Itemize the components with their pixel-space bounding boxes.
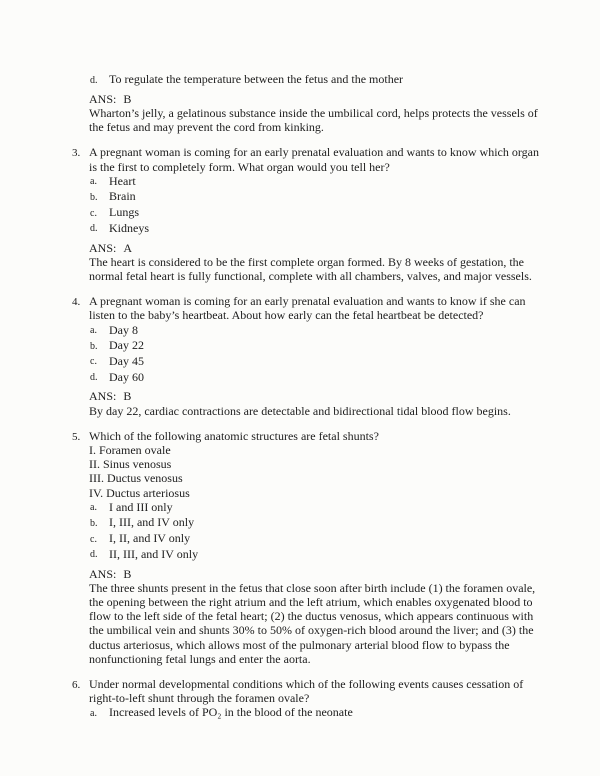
question-number: 6. bbox=[72, 679, 81, 692]
option-text: I and III only bbox=[109, 499, 173, 514]
option-row bbox=[90, 221, 545, 237]
option-text: I, III, and IV only bbox=[109, 515, 195, 530]
option-row bbox=[90, 531, 545, 547]
question-row bbox=[72, 294, 545, 418]
option-letter: d. bbox=[90, 223, 98, 235]
answer-block bbox=[89, 389, 545, 417]
question-body bbox=[89, 294, 545, 418]
option-text: Brain bbox=[109, 189, 136, 204]
answer-label: ANS: bbox=[89, 389, 117, 404]
option-row bbox=[90, 205, 545, 221]
option-row bbox=[90, 174, 545, 190]
option-row bbox=[90, 500, 545, 516]
option-row bbox=[90, 323, 545, 339]
question-number: 4. bbox=[72, 296, 81, 309]
option-letter: c. bbox=[90, 356, 97, 368]
option-letter: c. bbox=[90, 533, 97, 545]
question-row bbox=[72, 145, 545, 283]
question-body bbox=[89, 429, 545, 666]
option-text: II, III, and IV only bbox=[109, 546, 199, 561]
question-number: 3. bbox=[72, 147, 81, 160]
option-letter: a. bbox=[90, 707, 97, 719]
answer-block bbox=[89, 92, 545, 135]
option-letter: d. bbox=[90, 549, 98, 561]
question-stem: A pregnant woman is coming for an early prenatal evaluation and wants to know if she can listen to the baby’s heartbeat. About how early can the fetal heartbeat be detected? bbox=[89, 294, 526, 323]
option-letter: b. bbox=[90, 517, 98, 529]
rationale-text: Wharton’s jelly, a gelatinous substance inside the umbilical cord, helps protects the vessels of the fetus and may prevent the cord from kinking. bbox=[89, 105, 538, 135]
roman-item: III. Ductus venosus bbox=[89, 471, 183, 486]
option-row bbox=[90, 547, 545, 563]
option-row bbox=[90, 338, 545, 354]
option-text: Day 8 bbox=[109, 322, 138, 337]
rationale-text: The three shunts present in the fetus that close soon after birth include (1) the foramen ovale, the opening between the right atrium and the left atrium, which enables oxygenated blood to flow to the left side of the fetal heart; (2) the ductus venosus, which appears continuous with the umbilical vein and shunts 30% to 50% of oxygen-rich blood around the liver; and (3) the ductus arteriosus, which allows most of the pulmonary arterial blood flow to bypass the nonfunctioning fetal lungs and enter the aorta. bbox=[89, 580, 536, 666]
roman-item: I. Foramen ovale bbox=[89, 442, 171, 457]
question-row bbox=[72, 677, 545, 721]
question-body bbox=[89, 72, 545, 134]
rationale-text: By day 22, cardiac contractions are detectable and bidirectional tidal blood flow begins. bbox=[89, 403, 511, 418]
option-row bbox=[90, 705, 545, 721]
option-text: I, II, and IV only bbox=[109, 531, 191, 546]
question-4 bbox=[72, 294, 545, 418]
option-text: Lungs bbox=[109, 205, 139, 220]
answer-label: ANS: bbox=[89, 566, 117, 581]
option-letter: d. bbox=[90, 74, 98, 86]
option-text: Day 22 bbox=[109, 338, 144, 353]
option-letter: d. bbox=[90, 372, 98, 384]
answer-value: A bbox=[123, 240, 133, 255]
answer-line bbox=[89, 241, 545, 255]
option-row bbox=[90, 354, 545, 370]
question-3 bbox=[72, 145, 545, 283]
answer-line bbox=[89, 389, 545, 403]
option-row bbox=[90, 370, 545, 386]
answer-line bbox=[89, 92, 545, 106]
option-text: To regulate the temperature between the fetus and the mother bbox=[109, 72, 404, 86]
answer-block bbox=[89, 567, 545, 666]
option-letter: b. bbox=[90, 340, 98, 352]
question-stem: A pregnant woman is coming for an early prenatal evaluation and wants to know which organ is the first to completely form. What organ would you tell her? bbox=[89, 145, 539, 174]
roman-item: II. Sinus venosus bbox=[89, 457, 172, 472]
option-row bbox=[90, 189, 545, 205]
rationale-text: The heart is considered to be the first complete organ formed. By 8 weeks of gestation, the normal fetal heart is fully functional, complete with all chambers, valves, and major vessels. bbox=[89, 254, 532, 283]
answer-label: ANS: bbox=[89, 91, 117, 106]
answer-label: ANS: bbox=[89, 240, 117, 255]
question-continuation bbox=[72, 72, 545, 134]
answer-value: B bbox=[123, 389, 132, 404]
option-letter: a. bbox=[90, 325, 97, 337]
question-number: 5. bbox=[72, 430, 81, 443]
question-6 bbox=[72, 677, 545, 721]
page-content bbox=[72, 72, 545, 721]
question-stem: Under normal developmental conditions which of the following events causes cessation of right-to-left shunt through the foramen ovale? bbox=[89, 677, 524, 706]
option-row bbox=[90, 72, 545, 88]
option-row bbox=[90, 515, 545, 531]
option-text: Day 45 bbox=[109, 353, 144, 368]
question-body bbox=[89, 677, 545, 721]
option-letter: b. bbox=[90, 191, 98, 203]
option-text: Day 60 bbox=[109, 369, 144, 384]
answer-block bbox=[89, 241, 545, 284]
answer-value: B bbox=[123, 91, 132, 106]
answer-value: B bbox=[123, 566, 132, 581]
option-text: Heart bbox=[109, 173, 136, 188]
question-stem: Which of the following anatomic structures are fetal shunts? bbox=[89, 428, 379, 443]
question-5 bbox=[72, 429, 545, 666]
question-row bbox=[72, 429, 545, 666]
option-text: Increased levels of PO₂ in the blood of the neonate bbox=[109, 705, 353, 720]
option-letter: a. bbox=[90, 502, 97, 514]
option-letter: a. bbox=[90, 176, 97, 188]
option-text: Kidneys bbox=[109, 220, 149, 235]
roman-item: IV. Ductus arteriosus bbox=[89, 485, 190, 500]
answer-line bbox=[89, 567, 545, 581]
option-letter: c. bbox=[90, 207, 97, 219]
question-body bbox=[89, 145, 545, 283]
